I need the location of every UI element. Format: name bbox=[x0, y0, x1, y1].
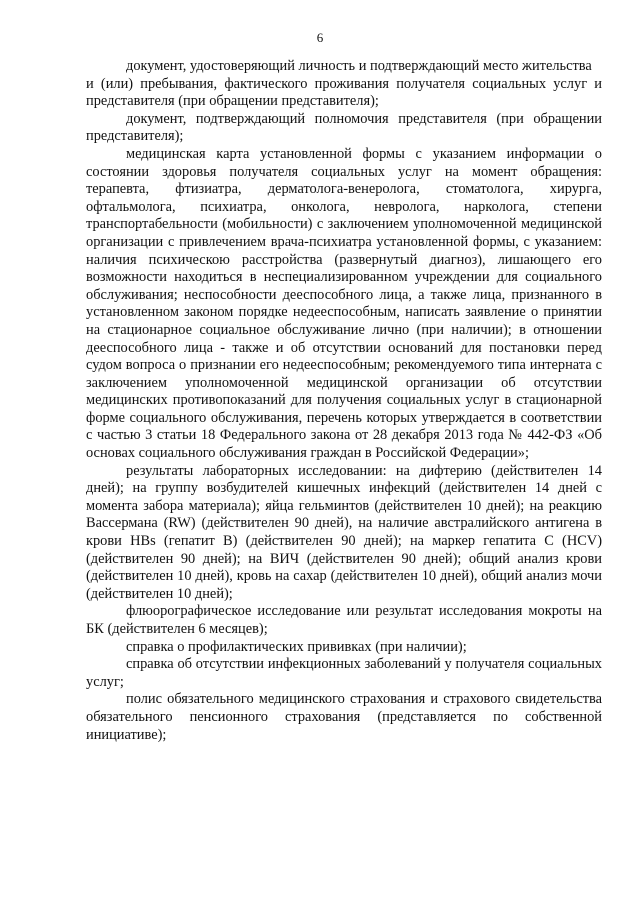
paragraph-representative-authority: документ, подтверждающий полномочия представителя (при обращении представителя); bbox=[86, 110, 602, 145]
paragraph-insurance: полис обязательного медицинского страхования и страхового свидетельства обязательного пенсионного страхования (представляется по собственной инициативе); bbox=[86, 691, 602, 743]
paragraph-line: и (или) пребывания, фактического проживания получателя социальных услуг и представителя (при обращении представителя); bbox=[86, 75, 602, 110]
document-body bbox=[86, 58, 602, 744]
paragraph-fluorography: флюорографическое исследование или результат исследования мокроты на БК (действителен 6 месяцев); bbox=[86, 603, 602, 637]
paragraph-lab-results: результаты лабораторных исследовании: на дифтерию (действителен 14 дней); на группу возбудителей кишечных инфекций (действителен 14 дней с момента забора материала); яйца гельминтов (действителен 10 дней); на реакцию Вассермана (RW) (действителен 90 дней), на наличие австралийского антигена в крови HBs (гепатит В) (действителен 90 дней); на маркер гепатита С (HCV) (действителен 90 дней); на ВИЧ (действителен 90 дней); общий анализ крови (действителен 10 дней), кровь на сахар (действителен 10 дней), общий анализ мочи (действителен 10 дней); bbox=[86, 462, 602, 602]
paragraph-medical-card: медицинская карта установленной формы с указанием информации о состоянии здоровья получателя социальных услуг на момент обращения: терапевта, фтизиатра, дерматолога-венеролога, стоматолога, хирурга, офтальмолога, психиатра, онколога, невролога, нарколога, степени транспортабельности (мобильности) с заключением уполномоченной медицинской организации с привлечением врача-психиатра установленной формы, с указанием: наличия психическою расстройства (развернутый диагноз), лишающего его возможности находиться в неспециализированном учреждении для социального обслуживания; неспособности дееспособного лица, а также лица, признанного в установленном законом порядке недееспособным, написать заявление о принятии на стационарное социальное обслуживание лично (при наличии); в отношении дееспособного лица - также и об отсутствии оснований для постановки перед судом вопроса о признании его недееспособным; рекомендуемого типа интерната с заключением уполномоченной медицинской организации об отсутствии медицинских противопоказаний для получения социальных услуг в стационарной форме социального обслуживания, перечень которых утверждается в соответствии с частью 3 статьи 18 Федерального закона от 28 декабря 2013 года № 442-ФЗ «Об основах социального обслуживания граждан в Российской Федерации»; bbox=[86, 145, 602, 462]
paragraph-no-infections: справка об отсутствии инфекционных заболеваний у получателя социальных услуг; bbox=[86, 656, 602, 690]
paragraph-vaccinations: справка о профилактических прививках (при наличии); bbox=[126, 638, 467, 655]
paragraph-line: документ, удостоверяющий личность и подтверждающий место жительства bbox=[126, 58, 592, 74]
page-number: 6 bbox=[316, 30, 324, 45]
paragraph-identity-document bbox=[86, 58, 602, 111]
